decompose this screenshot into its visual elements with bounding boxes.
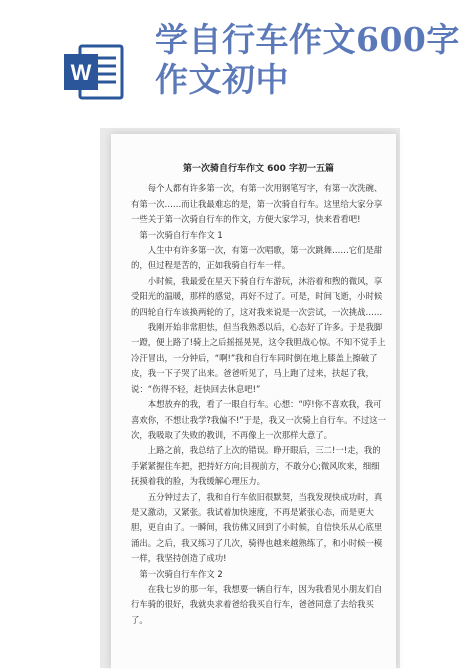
paragraph: 小时候，我最爱在星天下骑自行车游玩，沐浴着和煦的微风，享受阳光的温暖，那样的感觉，再好不过了。可是，时间飞逝，小时候的四轮自行车该换两轮的了，这对我来说是一次尝试，一次挑战…… (131, 275, 383, 317)
paragraph: 五分钟过去了，我和自行车依旧很默契，当我发现快成功时，真是又激动，又紧张。我试着加快速度，不再是紧张心态，而是更大胆，更自由了。一瞬间，我仿佛又回到了小时候，自信快乐从心底里涌出。之后，我又练习了几次，骑得也越来越熟练了，和小时候一模一样，我坚持创造了成功! (131, 491, 383, 564)
document-page (111, 134, 396, 669)
banner (0, 0, 474, 120)
section-heading: 第一次骑自行车作文 1 (139, 229, 223, 240)
paragraph: 我刚开始非常胆怯，但当我熟悉以后，心态好了许多。于是我脚一蹬，便上路了!骑上之后摇摇晃晃，这令我胆战心惊。不知不觉手上冷汗冒出，一分钟后，“啊!”我和自行车同时倒在地上膝盖上擦破了皮，我一下子哭了出来。爸爸听见了，马上跑了过来，扶起了我，说：“伤得不轻，赶快回去休息吧!” (131, 322, 386, 394)
document-title: 第一次骑自行车作文 600 字初一五篇 (182, 164, 335, 174)
word-document-icon (62, 40, 126, 104)
document-body (111, 134, 386, 628)
section-heading: 第一次骑自行车作文 2 (139, 568, 223, 579)
word-logo-letter: W (70, 60, 92, 85)
paragraph: 在我七岁的那一年，我想要一辆自行车，因为我看见小朋友们自行车骑的很好，我就央求着爸给我买自行车，爸爸同意了去给我买了。 (131, 583, 383, 625)
paragraph: 上路之前，我总结了上次的错误。睁开眼后，三二!一!走，我的手紧紧握住车把，把持好方向;目视前方，不敢分心;微风吹来，细细抚摸着我的脸，为我缓解心理压力。 (131, 445, 381, 487)
paragraph: 每个人都有许多第一次，有第一次用钢笔写字，有第一次洗碗、有第一次……而让我最难忘的是，第一次骑自行车。这里给大家分享一些关于第一次骑自行车的作文，方便大家学习，快来看看吧! (131, 183, 383, 225)
paragraph: 人生中有许多第一次，有第一次唱歌，第一次跳舞……它们是甜的，但过程是苦的，正如我骑自行车一样。 (131, 245, 383, 271)
page-title: 学自行车作文600字作文初中 (155, 20, 460, 99)
paragraph: 本想放弃的我，看了一眼自行车。心想：“哼!你不喜欢我，我可喜欢你，不想让我学?我偏不!”于是，我又一次骑上自行车。不过这一次，我吸取了失败的教训，不再像上一次那样大意了。 (131, 399, 387, 440)
